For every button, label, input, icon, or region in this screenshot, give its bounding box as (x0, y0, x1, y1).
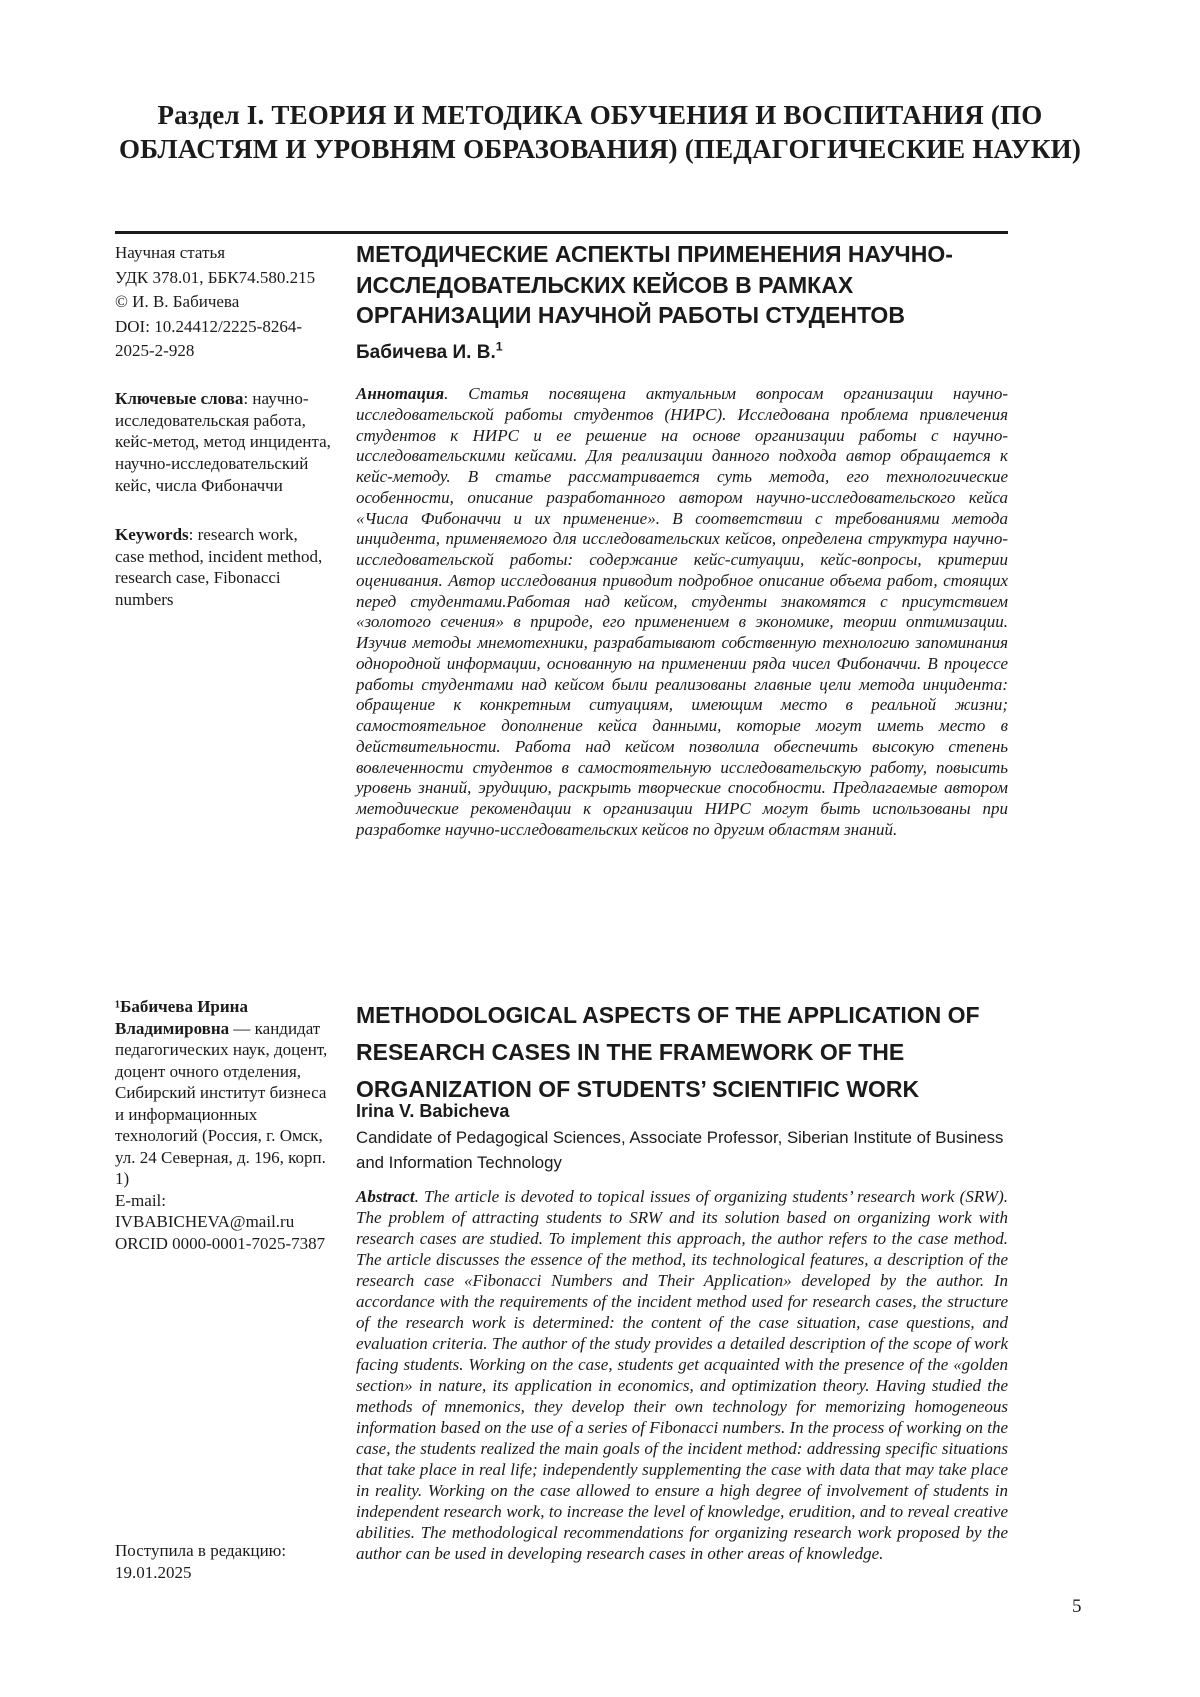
author-footnote (115, 996, 331, 1254)
author-affiliation-en: Candidate of Pedagogical Sciences, Associate Professor, Siberian Institute of Business and Information Technology (356, 1128, 1004, 1172)
copyright-line: © И. В. Бабичева (115, 292, 240, 311)
keywords-ru-text: : научно-исследовательская работа, кейс-метод, метод инцидента, научно-исследовательский кейс, числа Фибоначчи (115, 389, 331, 495)
abstract-en (356, 1186, 1008, 1564)
author-email: E-mail: IVBABICHEVA@mail.ru (115, 1190, 295, 1231)
keywords-en-text: : research work, case method, incident method, research case, Fibonacci numbers (115, 525, 323, 610)
page-number: 5 (1072, 1596, 1082, 1617)
author-ru-name: Бабичева И. В. (356, 342, 496, 363)
abstract-en-label: Abstract (356, 1187, 415, 1206)
keywords-en (115, 524, 331, 611)
abstract-ru-label: Аннотация (356, 384, 445, 403)
author-ru-footnote-marker: 1 (495, 339, 503, 354)
udc-code: УДК 378.01, ББК74.580.215 (115, 267, 316, 287)
article-title-ru: МЕТОДИЧЕСКИЕ АСПЕКТЫ ПРИМЕНЕНИЯ НАУЧНО-ИССЛЕДОВАТЕЛЬСКИХ КЕЙСОВ В РАМКАХ ОРГАНИЗАЦИИ НАУЧНОЙ РАБОТЫ СТУДЕНТОВ (356, 241, 953, 328)
received-block (115, 1540, 331, 1584)
article-meta (115, 241, 331, 364)
keywords-ru (115, 388, 331, 497)
author-orcid: ORCID 0000-0001-7025-7387 (115, 1233, 326, 1253)
doi-line: DOI: 10.24412/2225-8264-2025-2-928 (115, 316, 302, 360)
author-footnote-name: ¹Бабичева Ирина Владимировна (115, 997, 248, 1038)
header-divider-line (115, 231, 1008, 234)
keywords-en-label: Keywords (115, 525, 189, 544)
author-footnote-text: — кандидат педагогических наук, доцент, доцент очного отделения, Сибирский институт бизнеса и информационных технологий (Россия, г. Омск, ул. 24 Северная, д. 196, корп. 1) (115, 1018, 328, 1188)
author-en: Irina V. Babicheva (356, 1101, 510, 1121)
abstract-en-text: . The article is devoted to topical issues of organizing students’ research work (SRW). The problem of attracting students to SRW and its solution based on organizing work with research cases are studied. To implement this approach, the author refers to the case method. The article discusses the essence of the method, its technological features, a description of the research case «Fibonacci Numbers and Their Application» developed by the author. In accordance with the requirements of the incident method used for research cases, the structure of the research work is determined: the content of the case situation, case questions, and evaluation criteria. The author of the study provides a detailed description of the scope of work facing students. Working on the case, students get acquainted with the presence of the «golden section» in nature, its application in economics, and optimization theory. Having studied the methods of mnemonics, they develop their own technology for memorizing homogeneous information based on the use of a series of Fibonacci numbers. In the process of working on the case, the students realized the main goals of the incident method: addressing specific situations that take place in real life; independently supplementing the case with data that may take place in reality. Working on the case allowed to ensure a high degree of involvement of students in independent research work, to increase the level of knowledge, erudition, and to reveal creative abilities. The methodological recommendations for organizing research work proposed by the author can be used in developing research cases in other areas of knowledge. (356, 1187, 1008, 1563)
abstract-ru (356, 384, 1008, 841)
abstract-ru-text: . Статья посвящена актуальным вопросам организации научно-исследовательской работы студентов (НИРС). Исследована проблема привлечения студентов к НИРС и ее решение на основе организации работы с научно-исследовательскими кейсами. Для реализации данного подхода автор обращается к кейс-методу. В статье рассматривается суть метода, его технологические особенности, описание разработанного автором научно-исследовательского кейса «Числа Фибоначчи и их применение». В соответствии с требованиями метода инцидента, применяемого для исследовательских кейсов, определена структура научно-исследовательской работы: содержание кейс-ситуации, кейс-вопросы, критерии оценивания. Автор исследования приводит подробное описание объема работ, стоящих перед студентами.Работая над кейсом, студенты знакомятся с присутствием «золотого сечения» в природе, его применением в экономике, теории оптимизации. Изучив методы мнемотехники, разрабатывают собственную технологию запоминания однородной информации, основанную на применении ряда чисел Фибоначчи. В процессе работы студентами над кейсом были реализованы главные цели метода инцидента: обращение к конкретным ситуациям, имеющим место в реальной жизни; самостоятельное дополнение кейса данными, которые могут иметь место в действительности. Работа над кейсом позволила обеспечить высокую степень вовлеченности студентов в самостоятельную исследовательскую работу, повысить уровень знаний, эрудицию, раскрыть творческие способности. Предлагаемые автором методические рекомендации к организации НИРС могут быть использованы при разработке научно-исследовательских кейсов по другим областям знаний. (356, 384, 1008, 839)
keywords-ru-label: Ключевые слова (115, 389, 244, 408)
article-title-en: METHODOLOGICAL ASPECTS OF THE APPLICATION OF RESEARCH CASES IN THE FRAMEWORK OF THE ORGANIZATION OF STUDENTS’ SCIENTIFIC WORK (356, 1002, 980, 1102)
author-footnote-bio (115, 996, 331, 1190)
author-ru (356, 339, 1008, 364)
article-type: Научная статья (115, 243, 226, 262)
received-date: 19.01.2025 (115, 1563, 192, 1582)
received-label: Поступила в редакцию: (115, 1541, 287, 1560)
section-header: Раздел I. ТЕОРИЯ И МЕТОДИКА ОБУЧЕНИЯ И ВОСПИТАНИЯ (ПО ОБЛАСТЯМ И УРОВНЯМ ОБРАЗОВАНИЯ) (ПЕДАГОГИЧЕСКИЕ НАУКИ) (118, 100, 1082, 164)
